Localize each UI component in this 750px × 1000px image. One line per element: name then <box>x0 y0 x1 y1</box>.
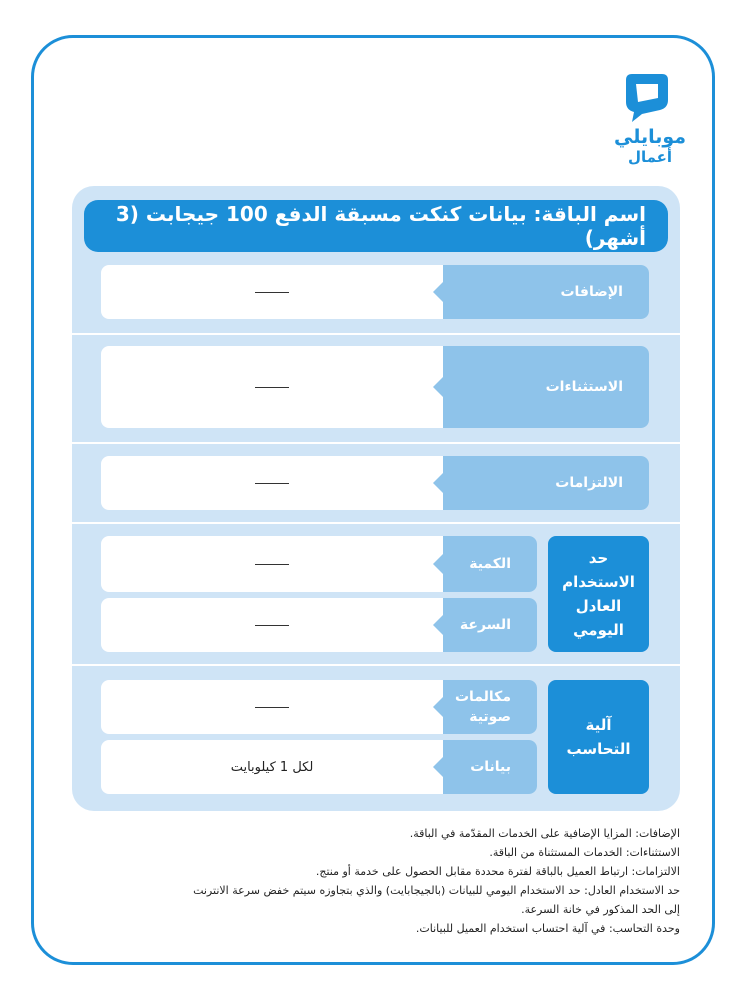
row-exclusions-label-box <box>443 346 649 428</box>
section-divider <box>72 333 680 335</box>
fair-use-group-label: حد الاستخدام العادل اليومي <box>548 536 649 652</box>
row-additions <box>101 265 649 319</box>
row-quantity-label-box <box>443 536 537 592</box>
row-voice-label: مكالمات صوتية <box>454 689 511 725</box>
row-quantity-value <box>101 536 443 592</box>
row-speed-label: السرعة <box>459 617 511 633</box>
row-additions-label-box <box>443 265 649 319</box>
brand-name: موبايلي <box>613 126 687 148</box>
row-data-value: لكل 1 كيلوبايت <box>230 759 314 775</box>
empty-value-dash <box>255 564 289 565</box>
note-additions: الإضافات: المزايا الإضافية على الخدمات المقدّمة في الباقة. <box>409 827 680 840</box>
row-commitments-label: الالتزامات <box>555 475 623 491</box>
empty-value-dash <box>255 387 289 388</box>
row-voice-label-box <box>443 680 537 734</box>
row-data-label: بيانات <box>470 759 511 775</box>
row-commitments-value <box>101 456 443 510</box>
note-fair-use: حد الاستخدام العادل: حد الاستخدام اليومي للبيانات (بالجيجابايت) والذي بتجاوزه سيتم خفض سرعة الانترنت <box>193 884 680 897</box>
empty-value-dash <box>255 625 289 626</box>
row-additions-value <box>101 265 443 319</box>
empty-value-dash <box>255 292 289 293</box>
row-exclusions-label: الاستثناءات <box>545 379 623 395</box>
package-title: اسم الباقة: بيانات كنكت مسبقة الدفع 100 جيجابت (3 أشهر) <box>84 200 668 252</box>
section-divider <box>72 442 680 444</box>
row-exclusions-value <box>101 346 443 428</box>
note-fair-use-cont: إلى الحد المذكور في خانة السرعة. <box>521 903 680 916</box>
row-additions-label: الإضافات <box>560 284 623 300</box>
brand-sub: أعمال <box>627 148 673 166</box>
note-exclusions: الاستثناءات: الخدمات المستثناة من الباقة. <box>489 846 680 859</box>
mobily-business-logo <box>610 62 690 172</box>
row-fair-use-quantity <box>101 536 537 592</box>
empty-value-dash <box>255 707 289 708</box>
section-divider <box>72 522 680 524</box>
note-commitments: الالتزامات: ارتباط العميل بالباقة لفترة محددة مقابل الحصول على خدمة أو منتج. <box>315 865 680 878</box>
row-voice-value <box>101 680 443 734</box>
billing-group-label: آلية التحاسب <box>548 680 649 794</box>
mobily-logo-icon <box>622 70 670 124</box>
row-commitments <box>101 456 649 510</box>
note-billing-unit: وحدة التحاسب: في آلية احتساب استخدام العميل للبيانات. <box>415 922 680 935</box>
section-divider <box>72 664 680 666</box>
row-commitments-label-box <box>443 456 649 510</box>
row-fair-use-speed <box>101 598 537 652</box>
empty-value-dash <box>255 483 289 484</box>
row-quantity-label: الكمية <box>469 556 511 572</box>
row-exclusions <box>101 346 649 428</box>
row-speed-label-box <box>443 598 537 652</box>
row-billing-voice <box>101 680 537 734</box>
row-speed-value <box>101 598 443 652</box>
row-data-label-box <box>443 740 537 794</box>
row-billing-data <box>101 740 537 794</box>
